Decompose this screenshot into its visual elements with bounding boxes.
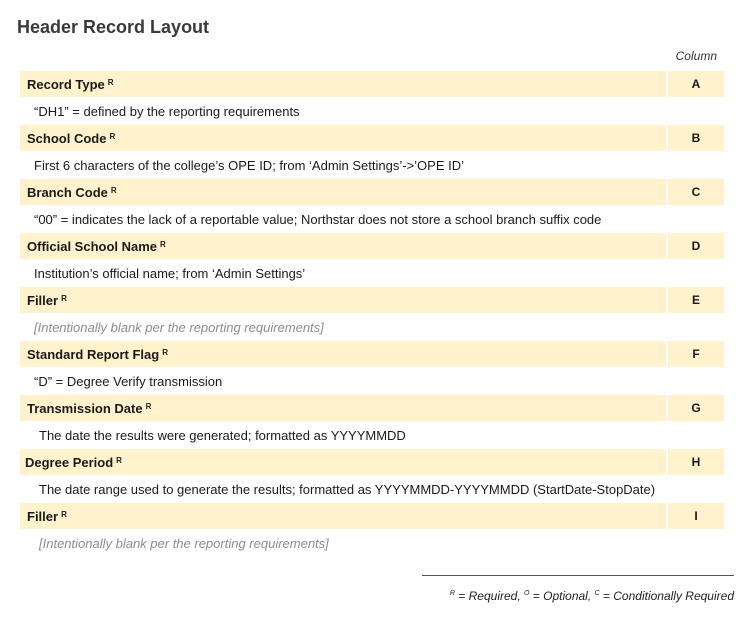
field-label — [20, 71, 666, 97]
field-label — [20, 341, 666, 367]
page-title: Header Record Layout — [17, 17, 210, 37]
legend-conditional-mark: C — [594, 590, 600, 597]
field-name: Branch Code — [27, 184, 108, 200]
field-row — [20, 125, 724, 151]
legend-optional-mark: O — [524, 590, 530, 597]
field-name: School Code — [27, 130, 107, 146]
field-name: Filler — [27, 292, 59, 308]
field-description: [Intentionally blank per the reporting requirements] — [39, 535, 329, 551]
field-column-letter: I — [668, 503, 724, 529]
field-label — [20, 179, 666, 205]
field-description: The date the results were generated; formatted as YYYYMMDD — [39, 427, 406, 443]
field-column-letter: E — [668, 287, 724, 313]
field-column-letter: G — [668, 395, 724, 421]
field-description: Institution’s official name; from ‘Admin Settings’ — [34, 265, 306, 281]
field-description: “DH1” = defined by the reporting requirements — [34, 103, 300, 119]
field-description: First 6 characters of the college’s OPE ID; from ‘Admin Settings’->’OPE ID’ — [34, 157, 464, 173]
required-flag: R — [109, 131, 116, 141]
record-layout-table — [20, 71, 724, 557]
field-row — [20, 287, 724, 313]
field-row — [20, 233, 724, 259]
field-row — [20, 341, 724, 367]
field-column-letter: H — [668, 449, 724, 475]
legend-conditional-text: = Conditionally Required — [599, 589, 734, 603]
legend-optional-text: = Optional, — [529, 589, 595, 603]
field-row — [20, 503, 724, 529]
field-column-letter: D — [668, 233, 724, 259]
required-flag: R — [61, 293, 67, 303]
field-column-letter: F — [668, 341, 724, 367]
field-name: Degree Period — [25, 454, 114, 470]
required-flag: R — [160, 239, 166, 249]
field-row — [20, 449, 724, 475]
field-description: “D” = Degree Verify transmission — [34, 373, 223, 389]
field-column-letter: B — [668, 125, 724, 151]
field-label — [20, 503, 666, 529]
field-label — [20, 395, 666, 421]
field-name: Filler — [27, 508, 59, 524]
column-header: Column — [675, 49, 717, 63]
required-flag: R — [116, 455, 122, 465]
field-description: The date range used to generate the results; formatted as YYYYMMDD-YYYYMMDD (StartDate-StopDate) — [39, 481, 656, 497]
required-flag: R — [110, 185, 117, 195]
footer-divider — [422, 575, 734, 576]
required-flag: R — [162, 347, 168, 357]
field-label — [20, 233, 666, 259]
legend — [450, 589, 734, 603]
required-flag: R — [107, 77, 114, 87]
field-name: Official School Name — [27, 238, 158, 254]
field-description: “00” = indicates the lack of a reportable value; Northstar does not store a school branch suffix code — [34, 211, 602, 227]
field-name: Standard Report Flag — [27, 346, 160, 362]
field-row — [20, 395, 724, 421]
required-flag: R — [145, 401, 152, 411]
field-row — [20, 179, 724, 205]
field-label — [20, 287, 666, 313]
field-name: Record Type — [27, 76, 105, 92]
field-description: [Intentionally blank per the reporting requirements] — [34, 319, 324, 335]
field-label — [20, 125, 666, 151]
field-label — [20, 449, 666, 475]
legend-required-text: = Required, — [454, 589, 525, 603]
legend-required-mark: R — [449, 590, 455, 597]
field-column-letter: A — [668, 71, 724, 97]
field-column-letter: C — [668, 179, 724, 205]
required-flag: R — [61, 509, 67, 519]
field-row — [20, 71, 724, 97]
field-name: Transmission Date — [27, 400, 143, 416]
